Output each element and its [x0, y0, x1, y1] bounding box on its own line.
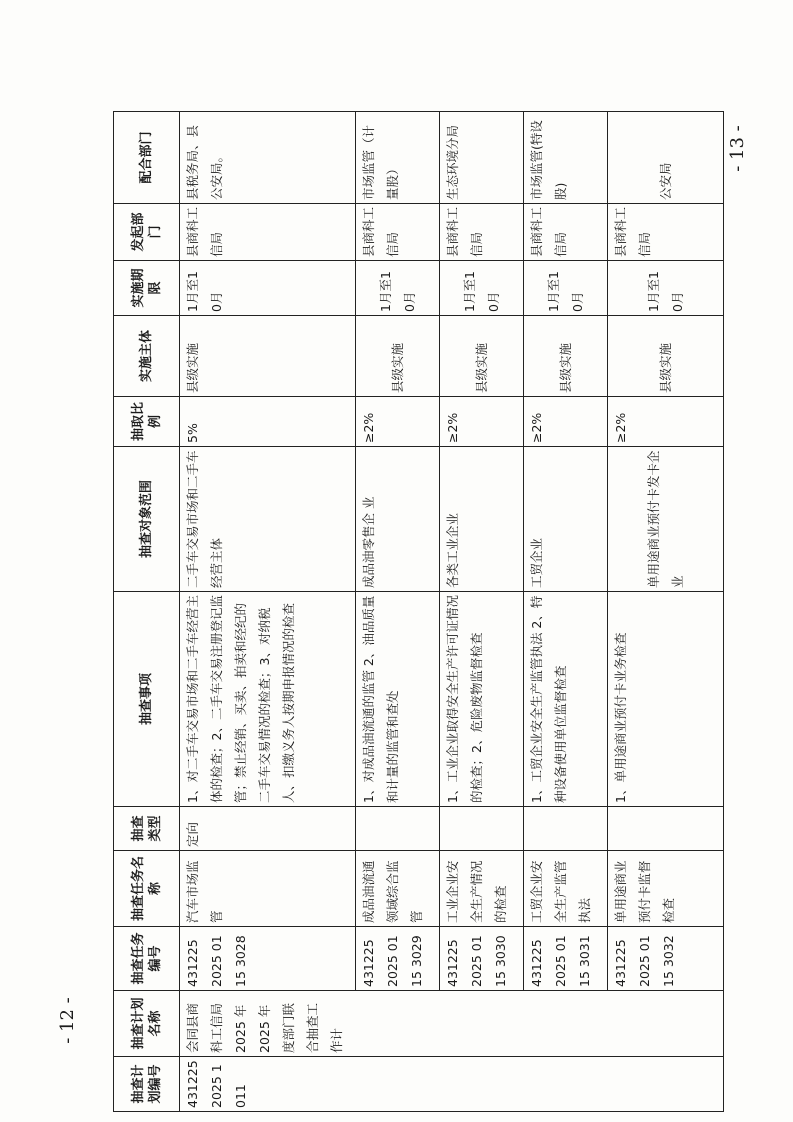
task-name-cell: 汽车市场监管: [180, 851, 356, 927]
header-task-id: 抽查任务编号: [114, 927, 180, 991]
type-cell: [356, 807, 440, 851]
ratio-cell: ≥2%: [608, 397, 724, 447]
scope-cell: 二手车交易市场和二手车经营主体: [180, 447, 356, 592]
task-id-cell: 431225 2025 0115 3032: [608, 927, 724, 991]
table-row: [180, 112, 356, 1112]
period-cell: 1月至10月: [180, 261, 356, 316]
task-id-cell: 431225 2025 0115 3028: [180, 927, 356, 991]
initiator-cell: 县商科工信局: [356, 204, 440, 261]
header-task-name: 抽查任务名称: [114, 851, 180, 927]
header-initiator: 发起部门: [114, 204, 180, 261]
executor-cell: 县级实施: [608, 316, 724, 397]
inspection-plan-table-rotated: [113, 112, 723, 1112]
items-cell: 1、对成品油流通的监管 2、油品质量和计量的监管和查处: [356, 592, 440, 807]
header-type: 抽查类型: [114, 807, 180, 851]
header-period: 实施期限: [114, 261, 180, 316]
executor-cell: 县级实施: [180, 316, 356, 397]
items-cell: 1、单用途商业预付卡业务检查: [608, 592, 724, 807]
cooperator-cell: 公安局: [608, 112, 724, 204]
page-number-right: - 13 -: [726, 125, 748, 172]
header-scope: 抽查对象范围: [114, 447, 180, 592]
initiator-cell: 县商科工信局: [440, 204, 524, 261]
table-row: [440, 112, 524, 1112]
scope-cell: 工贸企业: [524, 447, 608, 592]
ratio-cell: ≥2%: [440, 397, 524, 447]
cooperator-cell: 市场监管(特设股): [524, 112, 608, 204]
items-cell: 1、工业企业取得安全生产许可证情况的检查；2、危险废物监督检查: [440, 592, 524, 807]
task-id-cell: 431225 2025 0115 3031: [524, 927, 608, 991]
plan-name-cell: 会同县商科工信局 2025 年 2025 年度部门联合抽查工作计: [180, 991, 724, 1057]
ratio-cell: 5%: [180, 397, 356, 447]
type-cell: [440, 807, 524, 851]
task-name-cell: 成品油流通领域综合监管: [356, 851, 440, 927]
type-cell: 定向: [180, 807, 356, 851]
period-cell: 1月至10月: [440, 261, 524, 316]
table-row: [356, 112, 440, 1112]
scope-cell: 各类工业企业: [440, 447, 524, 592]
initiator-cell: 县商科工信局: [524, 204, 608, 261]
executor-cell: 县级实施: [440, 316, 524, 397]
table-row: [524, 112, 608, 1112]
scope-cell: 单用途商业预付卡发卡企业: [608, 447, 724, 592]
items-cell: 1、工贸企业安全生产监管执法 2、特种设备使用单位监督检查: [524, 592, 608, 807]
initiator-cell: 县商科工信局: [180, 204, 356, 261]
period-cell: 1月至10月: [608, 261, 724, 316]
cooperator-cell: 县税务局、县公安局。: [180, 112, 356, 204]
header-executor: 实施主体: [114, 316, 180, 397]
ratio-cell: ≥2%: [356, 397, 440, 447]
type-cell: [608, 807, 724, 851]
cooperator-cell: 生态环境分局: [440, 112, 524, 204]
task-name-cell: 工贸企业安全生产监管执法: [524, 851, 608, 927]
task-id-cell: 431225 2025 0115 3029: [356, 927, 440, 991]
initiator-cell: 县商科工信局: [608, 204, 724, 261]
page-number-left: - 12 -: [56, 997, 78, 1044]
scope-cell: 成品油零售企 业: [356, 447, 440, 592]
header-cooperator: 配合部门: [114, 112, 180, 204]
header-plan-name: 抽查计划名称: [114, 991, 180, 1057]
ratio-cell: ≥2%: [524, 397, 608, 447]
task-id-cell: 431225 2025 0115 3030: [440, 927, 524, 991]
inspection-plan-table: [113, 111, 724, 1112]
executor-cell: 县级实施: [524, 316, 608, 397]
type-cell: [524, 807, 608, 851]
items-cell: 1、对二手车交易市场和二手车经营主体的检查；2、二手车交易注册登记监管；禁止经销、买卖、拍卖和经纪的二手车交易情况的检查；3、对纳税人、扣缴义务人按期申报情况的检查: [180, 592, 356, 807]
header-items: 抽查事项: [114, 592, 180, 807]
header-ratio: 抽取比例: [114, 397, 180, 447]
period-cell: 1月至10月: [356, 261, 440, 316]
task-name-cell: 工业企业安全生产情况的检查: [440, 851, 524, 927]
plan-id-cell: 431225 2025 1011: [180, 1057, 724, 1112]
header-plan-id: 抽查计划编号: [114, 1057, 180, 1112]
table-row: [608, 112, 724, 1112]
period-cell: 1月至10月: [524, 261, 608, 316]
task-name-cell: 单用途商业预付卡监督检查: [608, 851, 724, 927]
executor-cell: 县级实施: [356, 316, 440, 397]
cooperator-cell: 市场监管（计量股）: [356, 112, 440, 204]
